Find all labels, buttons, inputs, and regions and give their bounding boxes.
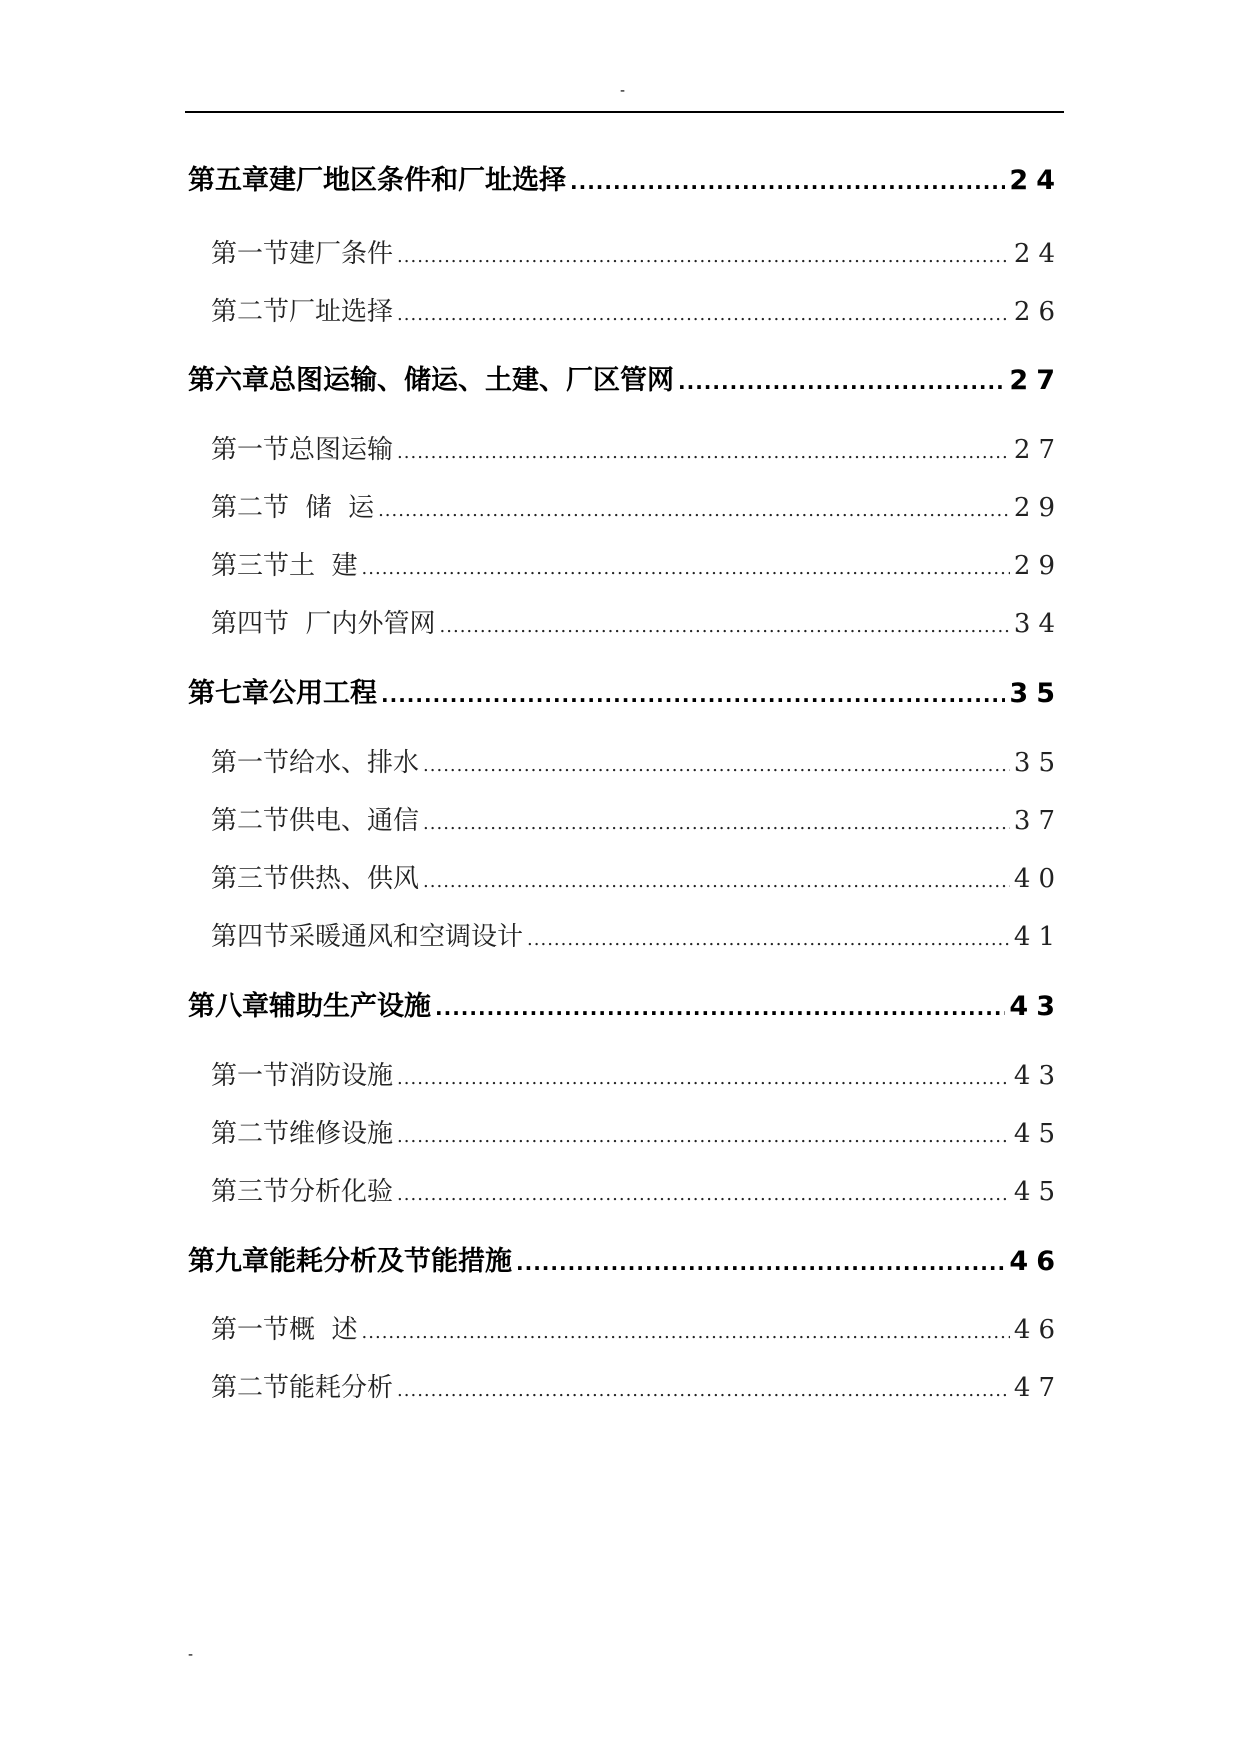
toc-entry-number: 第四节 (211, 922, 290, 952)
toc-entry-number: 第二节 (211, 1373, 290, 1403)
toc-dot-leader (440, 616, 1010, 637)
toc-entry-number: 第六章 (188, 365, 269, 396)
toc-entry-title: 土 建 (289, 551, 358, 581)
toc-chapter-entry[interactable] (188, 1239, 1063, 1279)
toc-dot-leader (516, 1251, 1005, 1275)
toc-chapter-entry[interactable] (188, 158, 1063, 198)
toc-dot-leader (397, 1068, 1010, 1089)
toc-section-entry[interactable] (211, 916, 1063, 956)
toc-section-entry[interactable] (211, 429, 1063, 469)
toc-entry-number: 第二节 (211, 297, 290, 327)
toc-section-entry[interactable] (211, 233, 1063, 273)
toc-entry-title: 建厂条件 (289, 239, 394, 269)
header-mark: - (620, 83, 626, 99)
toc-entry-number: 第二节 (211, 493, 290, 523)
toc-entry-title: 分析化验 (289, 1177, 394, 1207)
toc-dot-leader (423, 813, 1010, 834)
toc-section-entry[interactable] (211, 742, 1063, 782)
toc-section-entry[interactable] (211, 487, 1063, 527)
toc-page-number: 26 (1013, 297, 1063, 327)
toc-entry-title: 供电、通信 (289, 806, 420, 836)
toc-chapter-entry[interactable] (188, 984, 1063, 1024)
toc-entry-number: 第四节 (211, 609, 290, 639)
toc-page-number: 27 (1013, 435, 1063, 465)
toc-page-number: 43 (1009, 991, 1063, 1022)
toc-page-number: 45 (1013, 1177, 1063, 1207)
toc-page-number: 40 (1013, 864, 1063, 894)
toc-entry-title: 维修设施 (289, 1119, 394, 1149)
footer-mark: - (188, 1647, 194, 1663)
toc-entry-number: 第三节 (211, 1177, 290, 1207)
toc-section-entry[interactable] (211, 1367, 1063, 1407)
toc-dot-leader (527, 929, 1010, 950)
toc-page-number: 41 (1013, 922, 1063, 952)
toc-section-entry[interactable] (211, 800, 1063, 840)
toc-page-number: 43 (1013, 1061, 1063, 1091)
toc-section-entry[interactable] (211, 603, 1063, 643)
toc-entry-title: 能耗分析及节能措施 (269, 1246, 512, 1277)
toc-entry-number: 第一节 (211, 239, 290, 269)
toc-dot-leader (397, 442, 1010, 463)
toc-entry-number: 第一节 (211, 748, 290, 778)
toc-page-number: 27 (1009, 365, 1063, 396)
toc-entry-number: 第九章 (188, 1246, 269, 1277)
toc-chapter-entry[interactable] (188, 671, 1063, 711)
toc-chapter-entry[interactable] (188, 358, 1063, 398)
toc-section-entry[interactable] (211, 1171, 1063, 1211)
toc-dot-leader (362, 558, 1010, 579)
toc-section-entry[interactable] (211, 545, 1063, 585)
toc-dot-leader (397, 304, 1010, 325)
toc-dot-leader (397, 1380, 1010, 1401)
toc-page-number: 35 (1013, 748, 1063, 778)
toc-page-number: 37 (1013, 806, 1063, 836)
toc-dot-leader (397, 1126, 1010, 1147)
toc-entry-number: 第三节 (211, 551, 290, 581)
toc-entry-title: 厂址选择 (289, 297, 394, 327)
toc-entry-title: 消防设施 (289, 1061, 394, 1091)
toc-entry-title: 概 述 (289, 1315, 358, 1345)
toc-page-number: 29 (1013, 493, 1063, 523)
toc-section-entry[interactable] (211, 858, 1063, 898)
toc-entry-number: 第七章 (188, 678, 269, 709)
toc-entry-number: 第一节 (211, 435, 290, 465)
toc-dot-leader (397, 1184, 1010, 1205)
toc-entry-number: 第一节 (211, 1315, 290, 1345)
toc-entry-number: 第三节 (211, 864, 290, 894)
toc-entry-number: 第二节 (211, 806, 290, 836)
toc-entry-title: 储 运 (289, 493, 375, 523)
toc-section-entry[interactable] (211, 1113, 1063, 1153)
toc-page-number: 46 (1009, 1246, 1063, 1277)
toc-dot-leader (423, 871, 1010, 892)
toc-section-entry[interactable] (211, 1055, 1063, 1095)
toc-entry-number: 第一节 (211, 1061, 290, 1091)
toc-entry-number: 第二节 (211, 1119, 290, 1149)
toc-page-number: 35 (1009, 678, 1063, 709)
toc-page-number: 45 (1013, 1119, 1063, 1149)
toc-dot-leader (570, 170, 1005, 194)
toc-dot-leader (435, 996, 1005, 1020)
toc-entry-title: 给水、排水 (289, 748, 420, 778)
toc-dot-leader (397, 246, 1010, 267)
toc-entry-title: 总图运输 (289, 435, 394, 465)
toc-entry-title: 总图运输、储运、土建、厂区管网 (269, 365, 674, 396)
toc-section-entry[interactable] (211, 1309, 1063, 1349)
toc-section-entry[interactable] (211, 291, 1063, 331)
toc-dot-leader (678, 370, 1005, 394)
toc-entry-title: 建厂地区条件和厂址选择 (269, 165, 566, 196)
toc-entry-title: 供热、供风 (289, 864, 420, 894)
toc-page-number: 29 (1013, 551, 1063, 581)
toc-page-number: 46 (1013, 1315, 1063, 1345)
toc-entry-title: 公用工程 (269, 678, 377, 709)
toc-dot-leader (362, 1322, 1010, 1343)
toc-entry-title: 采暖通风和空调设计 (289, 922, 524, 952)
toc-dot-leader (423, 755, 1010, 776)
toc-page-number: 24 (1009, 165, 1063, 196)
toc-entry-title: 辅助生产设施 (269, 991, 431, 1022)
toc-dot-leader (381, 683, 1005, 707)
toc-entry-title: 厂内外管网 (289, 609, 436, 639)
toc-page-number: 34 (1013, 609, 1063, 639)
toc-page-number: 47 (1013, 1373, 1063, 1403)
toc-entry-number: 第八章 (188, 991, 269, 1022)
toc-entry-title: 能耗分析 (289, 1373, 394, 1403)
toc-entry-number: 第五章 (188, 165, 269, 196)
toc-dot-leader (378, 500, 1010, 521)
toc-page-number: 24 (1013, 239, 1063, 269)
